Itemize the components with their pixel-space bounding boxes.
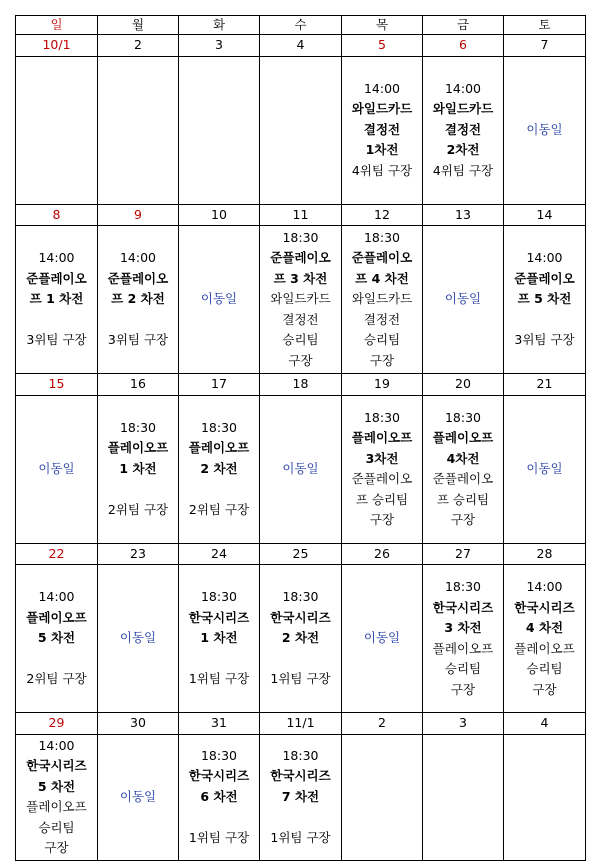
- venue-note: 승리팀: [282, 332, 319, 348]
- travel-day-label: 이동일: [38, 460, 75, 476]
- weekday-mon: 월: [98, 16, 179, 35]
- game-time: 18:30: [444, 579, 482, 594]
- venue-note: 3위팀 구장: [514, 332, 575, 348]
- event-cell: [342, 734, 423, 860]
- game-title: 한국시리즈: [432, 599, 494, 615]
- game-time: 14:00: [38, 589, 75, 605]
- venue-note: 2위팀 구장: [26, 671, 87, 687]
- game-time: 14:00: [119, 250, 157, 266]
- weekday-sun: 일: [16, 16, 98, 35]
- venue-note: 4위팀 구장: [351, 162, 413, 178]
- game-title: 3 차전: [444, 620, 482, 635]
- event-cell: [423, 395, 504, 543]
- spacer: [16, 649, 97, 670]
- game-time: 18:30: [200, 419, 238, 435]
- event-cell: [423, 565, 504, 713]
- game-time: 14:00: [363, 80, 401, 96]
- date-cell: 12: [342, 204, 423, 226]
- event-cell: [504, 565, 586, 713]
- travel-day-label: 이동일: [363, 630, 401, 646]
- venue-note: 2위팀 구장: [107, 501, 169, 517]
- event-cell: [179, 734, 260, 860]
- spacer: [179, 479, 259, 500]
- date-cell: 19: [342, 374, 423, 396]
- game-title: 2 차전: [200, 460, 238, 476]
- date-cell: 10/1: [16, 35, 98, 57]
- venue-note: 3위팀 구장: [107, 332, 169, 348]
- game-title: 한국시리즈: [26, 758, 87, 773]
- spacer: [98, 310, 178, 331]
- date-row: [16, 543, 586, 565]
- game-time: 18:30: [363, 409, 401, 425]
- date-cell: 5: [342, 35, 423, 57]
- venue-note: 구장: [450, 681, 476, 697]
- date-cell: 11: [260, 204, 342, 226]
- weekday-wed: 수: [260, 16, 342, 35]
- game-title: 플레이오프: [107, 440, 169, 456]
- game-time: 18:30: [282, 229, 319, 245]
- game-title: 플레이오프: [432, 430, 494, 445]
- event-cell: [504, 56, 586, 204]
- venue-note: 2위팀 구장: [188, 501, 250, 517]
- date-cell: 6: [423, 35, 504, 57]
- spacer: [504, 310, 585, 331]
- event-cell: [504, 734, 586, 860]
- spacer: [98, 479, 178, 500]
- weekday-tue: 화: [179, 16, 260, 35]
- game-title: 4차전: [446, 450, 480, 466]
- event-cell: [98, 565, 179, 713]
- date-cell: 17: [179, 374, 260, 396]
- date-row: [16, 374, 586, 396]
- game-title: 한국시리즈: [270, 609, 331, 625]
- travel-day-label: 이동일: [526, 121, 563, 137]
- venue-note: 구장: [369, 512, 395, 527]
- game-title: 준플레이오: [351, 250, 413, 266]
- game-title: 1 차전: [200, 630, 238, 646]
- venue-note: 프 승리팀: [355, 491, 409, 507]
- event-cell: [260, 565, 342, 713]
- date-cell: 3: [179, 35, 260, 57]
- venue-note: 승리팀: [526, 661, 563, 676]
- event-cell: [504, 226, 586, 374]
- event-cell: [342, 56, 423, 204]
- venue-note: 와일드카드: [351, 291, 413, 307]
- event-cell: [98, 395, 179, 543]
- venue-note: 결정전: [282, 311, 319, 327]
- date-cell: 26: [342, 543, 423, 565]
- event-row: [16, 734, 586, 860]
- spacer: [260, 807, 341, 828]
- event-cell: [260, 56, 342, 204]
- game-title: 플레이오프: [26, 609, 87, 625]
- weekday-header-row: [16, 16, 586, 35]
- game-time: 18:30: [282, 747, 319, 763]
- game-title: 준플레이오: [514, 270, 575, 286]
- date-row: [16, 35, 586, 57]
- date-cell: 21: [504, 374, 586, 396]
- travel-day-label: 이동일: [119, 630, 157, 646]
- schedule-calendar: [15, 15, 586, 861]
- date-cell: 16: [98, 374, 179, 396]
- weekday-fri: 금: [423, 16, 504, 35]
- date-cell: 18: [260, 374, 342, 396]
- venue-note: 구장: [369, 352, 395, 368]
- game-title: 프 3 차전: [273, 270, 328, 286]
- date-cell: 8: [16, 204, 98, 226]
- event-cell: [342, 226, 423, 374]
- game-title: 결정전: [363, 121, 401, 137]
- event-cell: [260, 395, 342, 543]
- game-title: 플레이오프: [188, 440, 250, 456]
- game-title: 프 4 차전: [355, 270, 409, 286]
- game-title: 한국시리즈: [270, 768, 331, 784]
- date-row: [16, 204, 586, 226]
- date-cell: 22: [16, 543, 98, 565]
- event-row: [16, 395, 586, 543]
- game-title: 준플레이오: [270, 250, 331, 266]
- venue-note: 승리팀: [444, 661, 482, 676]
- date-cell: 25: [260, 543, 342, 565]
- travel-day-label: 이동일: [444, 291, 482, 307]
- game-title: 준플레이오: [107, 270, 169, 286]
- date-cell: 7: [504, 35, 586, 57]
- spacer: [260, 649, 341, 670]
- venue-note: 1위팀 구장: [188, 829, 250, 845]
- date-cell: 2: [98, 35, 179, 57]
- event-cell: [504, 395, 586, 543]
- travel-day-label: 이동일: [526, 460, 563, 476]
- game-title: 한국시리즈: [188, 609, 250, 625]
- venue-note: 구장: [288, 352, 313, 368]
- spacer: [179, 649, 259, 670]
- venue-note: 구장: [44, 840, 69, 855]
- game-title: 프 5 차전: [517, 291, 572, 307]
- date-cell: 24: [179, 543, 260, 565]
- game-title: 5 차전: [37, 778, 76, 794]
- event-cell: [98, 734, 179, 860]
- venue-note: 4위팀 구장: [432, 162, 494, 178]
- game-title: 프 1 차전: [29, 291, 84, 307]
- date-cell: 4: [260, 35, 342, 57]
- game-time: 14:00: [38, 737, 75, 753]
- game-title: 결정전: [444, 121, 482, 137]
- game-title: 와일드카드: [351, 101, 413, 117]
- venue-note: 승리팀: [38, 819, 75, 835]
- date-cell: 28: [504, 543, 586, 565]
- event-cell: [423, 56, 504, 204]
- venue-note: 결정전: [363, 311, 401, 327]
- event-cell: [423, 226, 504, 374]
- game-title: 한국시리즈: [514, 599, 575, 615]
- venue-note: 구장: [532, 681, 557, 697]
- event-cell: [342, 565, 423, 713]
- event-cell: [98, 226, 179, 374]
- game-title: 프 2 차전: [111, 291, 165, 307]
- event-cell: [179, 226, 260, 374]
- event-cell: [16, 565, 98, 713]
- event-cell: [260, 734, 342, 860]
- event-cell: [179, 395, 260, 543]
- date-row: [16, 713, 586, 735]
- game-title: 와일드카드: [432, 101, 494, 117]
- game-title: 준플레이오: [26, 270, 87, 286]
- venue-note: 구장: [450, 512, 476, 527]
- game-time: 18:30: [200, 589, 238, 605]
- date-cell: 23: [98, 543, 179, 565]
- game-time: 14:00: [444, 80, 482, 96]
- venue-note: 준플레이오: [351, 471, 413, 486]
- venue-note: 1위팀 구장: [270, 829, 331, 845]
- venue-note: 와일드카드: [270, 291, 331, 307]
- game-time: 14:00: [526, 579, 563, 594]
- date-cell: 20: [423, 374, 504, 396]
- event-cell: [179, 565, 260, 713]
- event-cell: [260, 226, 342, 374]
- travel-day-label: 이동일: [200, 291, 238, 307]
- venue-note: 1위팀 구장: [188, 671, 250, 687]
- venue-note: 플레이오프: [514, 640, 575, 656]
- weekday-sat: 토: [504, 16, 586, 35]
- event-row: [16, 565, 586, 713]
- venue-note: 플레이오프: [26, 799, 87, 814]
- date-cell: 11/1: [260, 713, 342, 735]
- venue-note: 승리팀: [363, 332, 401, 348]
- weekday-thu: 목: [342, 16, 423, 35]
- game-title: 5 차전: [37, 630, 76, 646]
- game-title: 한국시리즈: [188, 768, 250, 784]
- game-title: 6 차전: [200, 788, 238, 804]
- event-cell: [16, 395, 98, 543]
- venue-note: 프 승리팀: [436, 491, 490, 507]
- game-time: 18:30: [363, 229, 401, 245]
- venue-note: 준플레이오: [432, 471, 494, 486]
- date-cell: 4: [504, 713, 586, 735]
- game-time: 14:00: [38, 250, 75, 266]
- date-cell: 15: [16, 374, 98, 396]
- travel-day-label: 이동일: [282, 460, 319, 476]
- date-cell: 14: [504, 204, 586, 226]
- game-time: 18:30: [444, 409, 482, 425]
- game-time: 18:30: [200, 747, 238, 763]
- date-cell: 29: [16, 713, 98, 735]
- spacer: [16, 310, 97, 331]
- event-cell: [16, 734, 98, 860]
- date-cell: 30: [98, 713, 179, 735]
- game-time: 18:30: [119, 419, 157, 435]
- date-cell: 2: [342, 713, 423, 735]
- travel-day-label: 이동일: [119, 788, 157, 804]
- event-row: [16, 226, 586, 374]
- event-cell: [98, 56, 179, 204]
- event-cell: [342, 395, 423, 543]
- event-cell: [423, 734, 504, 860]
- game-title: 1 차전: [119, 460, 157, 476]
- game-title: 7 차전: [281, 788, 320, 804]
- game-time: 14:00: [526, 250, 563, 266]
- date-cell: 3: [423, 713, 504, 735]
- game-title: 3차전: [365, 450, 399, 466]
- event-cell: [16, 56, 98, 204]
- date-cell: 10: [179, 204, 260, 226]
- game-title: 1차전: [365, 142, 399, 158]
- venue-note: 3위팀 구장: [26, 332, 87, 348]
- venue-note: 1위팀 구장: [270, 671, 331, 687]
- date-cell: 13: [423, 204, 504, 226]
- spacer: [179, 807, 259, 828]
- game-time: 18:30: [282, 589, 319, 605]
- date-cell: 31: [179, 713, 260, 735]
- date-cell: 27: [423, 543, 504, 565]
- calendar-body: [16, 35, 586, 861]
- date-cell: 9: [98, 204, 179, 226]
- event-cell: [16, 226, 98, 374]
- event-row: [16, 56, 586, 204]
- game-title: 2차전: [446, 142, 480, 158]
- game-title: 2 차전: [281, 630, 320, 646]
- venue-note: 플레이오프: [432, 640, 494, 656]
- game-title: 플레이오프: [351, 430, 413, 445]
- event-cell: [179, 56, 260, 204]
- game-title: 4 차전: [525, 620, 564, 635]
